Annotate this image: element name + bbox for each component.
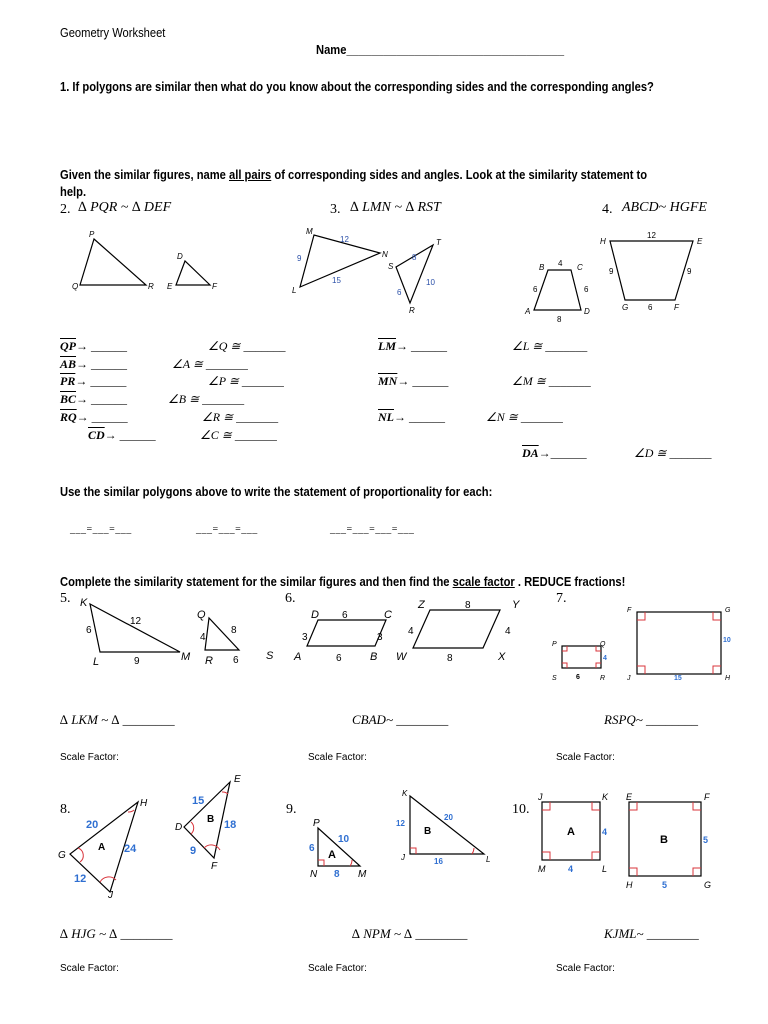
figure-10-squares [530, 790, 730, 895]
complete-text-underline: scale factor [452, 574, 515, 589]
angle-mark-g [78, 848, 83, 862]
triangle-klm [90, 604, 180, 652]
side-qs: 8 [231, 625, 237, 636]
figure-9-triangles [306, 786, 506, 881]
problem-4-statement: ABCD~ HGFE [622, 200, 707, 215]
blank[interactable]: → ______ [76, 357, 128, 371]
label-k10: K [602, 792, 609, 802]
side-kl: 6 [86, 625, 92, 636]
problem-5-statement[interactable]: ∆ LKM ~ ∆ ________ [60, 712, 175, 727]
side-fg10: 5 [703, 835, 709, 845]
side-8: 8 [412, 253, 417, 262]
side-rq: $\overline{RQ}$ [60, 410, 77, 424]
rectangle-fgjh [637, 612, 721, 674]
label-p9: P [313, 818, 320, 829]
label-j9: J [401, 853, 405, 862]
label-m: M [306, 227, 313, 236]
scale-factor-9[interactable]: Scale Factor: [308, 963, 367, 974]
side-gj8: 12 [74, 873, 87, 885]
trapezoid-abcd [534, 270, 581, 310]
label-e8: E [234, 774, 241, 785]
problem-8-number: 8. [60, 802, 71, 817]
blank[interactable]: → ______ [76, 392, 128, 406]
side-ef: 9 [687, 267, 692, 276]
side-zw: 4 [408, 626, 414, 637]
side-rs: 6 [233, 655, 239, 666]
side-zy: 8 [465, 600, 471, 611]
corr3-angle-l[interactable]: ∠L ≅ _______ [512, 339, 588, 353]
triangle-def [176, 261, 210, 285]
side-cd: $\overline{CD}$ [88, 428, 105, 442]
label-s: S [388, 262, 394, 271]
label-n: N [382, 250, 388, 259]
label-b10: B [660, 834, 668, 846]
angle-mark-l [472, 848, 474, 854]
problem-5-number: 5. [60, 591, 71, 606]
label-p7: P [552, 641, 557, 648]
corr4-side-row [522, 446, 587, 461]
worksheet-title: Geometry Worksheet [60, 25, 166, 40]
label-h: H [600, 237, 606, 246]
side-dc: 6 [342, 610, 348, 621]
side-he: 12 [647, 231, 656, 240]
given-instructions-line2: help. [60, 184, 87, 199]
side-wx: 8 [447, 653, 453, 664]
angle-mark-e [222, 792, 228, 794]
label-l: L [292, 286, 297, 295]
triangle-kjl [410, 796, 484, 854]
label-r7: R [600, 675, 606, 682]
label-e10: E [626, 792, 633, 802]
problem-10-statement[interactable]: KJML~ ________ [604, 926, 699, 941]
label-r5: R [205, 655, 213, 667]
label-a9: A [328, 849, 336, 861]
label-d6: D [311, 609, 319, 621]
corr3-side-row-1 [378, 339, 447, 354]
corr2-side-row-6 [88, 428, 156, 443]
side-kj9: 12 [396, 819, 405, 828]
corr2-angle-p[interactable]: ∠P ≅ _______ [208, 374, 284, 388]
side-pr: $\overline{PR}$ [60, 374, 76, 388]
label-g: G [622, 303, 629, 312]
label-p: P [89, 230, 95, 239]
label-r3: R [409, 306, 415, 315]
corr2-angle-b[interactable]: ∠B ≅ _______ [168, 392, 245, 406]
figure-2-triangles [60, 225, 230, 300]
blank[interactable]: → ______ [76, 410, 128, 424]
side-6: 6 [397, 288, 402, 297]
label-l10: L [602, 864, 608, 874]
side-nm9: 8 [334, 869, 340, 880]
label-f8: F [211, 861, 218, 872]
side-bc: $\overline{BC}$ [60, 392, 77, 406]
label-r: R [148, 282, 154, 291]
label-a10: A [567, 826, 575, 838]
corr3-angle-n[interactable]: ∠N ≅ _______ [486, 410, 563, 424]
label-w: W [396, 651, 407, 663]
problem-7-statement[interactable]: RSPQ~ ________ [604, 712, 699, 727]
corr2-side-row-4 [60, 392, 127, 407]
side-mn: $\overline{MN}$ [378, 374, 398, 388]
blank[interactable]: → ______ [394, 410, 445, 424]
problem-3-statement: ∆ LMN ~ ∆ RST [350, 200, 441, 215]
problem-3-number: 3. [330, 202, 341, 217]
side-ab: $\overline{AB}$ [60, 357, 77, 371]
label-j10: J [538, 792, 543, 802]
side-nl: $\overline{NL}$ [378, 410, 394, 424]
blank[interactable]: → ______ [104, 428, 156, 442]
scale-factor-6[interactable]: Scale Factor: [308, 752, 367, 763]
label-m9: M [358, 869, 367, 880]
label-b8: B [207, 814, 215, 825]
label-f10: F [704, 792, 710, 802]
label-f: F [212, 282, 217, 291]
side-hg10: 5 [662, 880, 668, 890]
side-qr7: 4 [603, 655, 607, 662]
right-angle-marks-pqrs [562, 646, 601, 668]
angle-mark-h [128, 810, 134, 812]
side-kl10: 4 [602, 827, 608, 837]
side-ed8: 15 [192, 795, 205, 807]
scale-factor-8[interactable]: Scale Factor: [60, 963, 119, 974]
label-j8: J [108, 890, 113, 901]
corr2-angle-c[interactable]: ∠C ≅ _______ [200, 428, 277, 442]
blank[interactable]: → ______ [396, 339, 447, 353]
problem-2-number: 2. [60, 202, 71, 217]
proportion-heading: Use the similar polygons above to write the statement of proportionality for each: [60, 484, 493, 499]
proportion-blank-3[interactable]: ___=___=___=___ [330, 524, 415, 535]
side-km: 12 [130, 616, 142, 627]
label-k: K [80, 597, 88, 609]
side-pn9: 6 [309, 843, 315, 854]
label-k9: K [402, 789, 408, 798]
triangle-pqr [80, 239, 146, 285]
side-sr7: 6 [576, 674, 580, 681]
problem-9-number: 9. [286, 802, 297, 817]
side-gh7: 10 [723, 637, 731, 644]
side-jh7: 15 [674, 675, 682, 682]
side-9: 9 [297, 254, 302, 263]
side-ml10: 4 [568, 864, 574, 874]
figure-7-rectangles [545, 600, 745, 685]
label-f4: F [674, 303, 679, 312]
label-q7: Q [600, 641, 606, 648]
side-kl9: 20 [444, 813, 453, 822]
label-d8: D [175, 822, 183, 833]
parallelogram-zywx [413, 610, 500, 648]
label-a: A [525, 307, 531, 316]
rectangle-pqrs [562, 646, 601, 668]
problem-7-number: 7. [556, 591, 567, 606]
trapezoid-hgfe [610, 241, 693, 300]
label-b6: B [370, 651, 378, 663]
side-da: 3 [302, 632, 308, 643]
problem-10-number: 10. [512, 802, 530, 817]
label-d4: D [584, 307, 590, 316]
label-f7: F [627, 607, 632, 614]
given-text-underline: all pairs [229, 167, 272, 182]
corr4-angle-d[interactable]: ∠D ≅ _______ [634, 446, 712, 460]
corr2-side-row-5 [60, 410, 128, 425]
corr2-angle-q[interactable]: ∠Q ≅ _______ [208, 339, 286, 353]
blank[interactable]: → ______ [76, 339, 127, 353]
side-cb: 3 [377, 632, 383, 643]
problem-6-statement[interactable]: CBAD~ ________ [352, 712, 449, 727]
complete-text-a: Complete the similarity statement for the similar figures and then find the [60, 574, 453, 589]
label-h10: H [626, 880, 633, 890]
scale-factor-7[interactable]: Scale Factor: [556, 752, 615, 763]
angle-mark-d [191, 822, 194, 834]
problem-8-statement[interactable]: ∆ HJG ~ ∆ ________ [60, 926, 173, 941]
label-m5: M [181, 651, 191, 663]
label-g10: G [704, 880, 712, 890]
label-e4: E [697, 237, 703, 246]
proportion-blank-2[interactable]: ___=___=___ [196, 524, 258, 535]
label-g7: G [725, 607, 731, 614]
complete-text-b: . REDUCE fractions! [514, 574, 626, 589]
corr3-angle-m[interactable]: ∠M ≅ _______ [512, 374, 591, 388]
side-lm: 9 [134, 656, 140, 667]
label-a8: A [98, 842, 106, 853]
name-field-label[interactable]: Name___________________________________ [316, 42, 565, 57]
label-x: X [498, 651, 506, 663]
side-hj8: 24 [124, 843, 137, 855]
corr2-angle-a[interactable]: ∠A ≅ _______ [172, 357, 248, 371]
label-e: E [167, 282, 173, 291]
side-yx: 4 [505, 626, 511, 637]
side-ab: 6 [533, 285, 538, 294]
figure-3-triangles [288, 225, 448, 315]
label-s7: S [552, 675, 557, 682]
problem-2-statement: ∆ PQR ~ ∆ DEF [78, 200, 172, 215]
blank[interactable]: → ______ [397, 374, 449, 388]
problem-9-statement[interactable]: ∆ NPM ~ ∆ ________ [352, 926, 468, 941]
side-gf: 6 [648, 303, 653, 312]
side-12: 12 [340, 235, 349, 244]
corr3-side-row-3 [378, 410, 445, 425]
corr2-side-row-1 [60, 339, 127, 354]
complete-heading [60, 574, 625, 589]
label-h8: H [140, 798, 148, 809]
scale-factor-10[interactable]: Scale Factor: [556, 963, 615, 974]
scale-factor-5[interactable]: Scale Factor: [60, 752, 119, 763]
label-q5: Q [197, 609, 206, 621]
side-ef8: 18 [224, 819, 237, 831]
side-hg: 9 [609, 267, 614, 276]
side-10: 10 [426, 278, 435, 287]
parallelogram-dcba [307, 620, 386, 646]
side-bc: 4 [558, 259, 563, 268]
label-l9: L [486, 855, 491, 864]
given-instructions-line1 [60, 167, 647, 182]
side-qp: $\overline{QP}$ [60, 339, 76, 353]
label-t: T [436, 238, 441, 247]
figure-6-parallelograms [290, 596, 530, 671]
blank[interactable]: →______ [538, 446, 587, 460]
blank[interactable]: → ______ [75, 374, 127, 388]
figure-4-trapezoids [520, 228, 720, 328]
side-ad: 8 [557, 315, 562, 324]
side-qr: 4 [200, 632, 206, 643]
label-y: Y [512, 599, 520, 611]
figure-5-triangles [76, 596, 286, 671]
side-df8: 9 [190, 845, 197, 857]
label-a6: A [294, 651, 302, 663]
side-pm9: 10 [338, 834, 350, 845]
label-b: B [539, 263, 545, 272]
label-c: C [577, 263, 583, 272]
label-g8: G [58, 850, 66, 861]
corr2-angle-r[interactable]: ∠R ≅ _______ [202, 410, 279, 424]
given-text-b: of corresponding sides and angles. Look at the similarity statement to [271, 167, 648, 182]
side-jl9: 16 [434, 857, 443, 866]
label-b9: B [424, 826, 432, 837]
side-cd: 6 [584, 285, 589, 294]
side-ab: 6 [336, 653, 342, 664]
figure-8-triangles [58, 772, 258, 901]
angle-mark-m [350, 860, 352, 866]
angle-mark-f [204, 845, 220, 850]
side-hg8: 20 [86, 819, 99, 831]
label-c6: C [384, 609, 392, 621]
label-h7: H [725, 675, 731, 682]
given-text-a: Given the similar figures, name [60, 167, 230, 182]
label-j7: J [627, 675, 631, 682]
right-angle-marks-fgjh [637, 612, 721, 674]
label-m10: M [538, 864, 546, 874]
corr2-side-row-2 [60, 357, 127, 372]
label-n9: N [310, 869, 318, 880]
label-s5: S [266, 650, 274, 662]
problem-6-number: 6. [285, 591, 296, 606]
label-z: Z [418, 599, 425, 611]
corr2-side-row-3 [60, 374, 126, 389]
proportion-blank-1[interactable]: ___=___=___ [70, 524, 132, 535]
question-1: 1. If polygons are similar then what do you know about the corresponding sides and the corresponding angles? [60, 79, 654, 94]
problem-4-number: 4. [602, 202, 613, 217]
side-da: $\overline{DA}$ [522, 446, 539, 460]
label-d: D [177, 252, 183, 261]
side-lm: $\overline{LM}$ [378, 339, 396, 353]
side-15: 15 [332, 276, 341, 285]
label-q: Q [72, 282, 79, 291]
corr3-side-row-2 [378, 374, 448, 389]
label-l5: L [93, 656, 100, 668]
